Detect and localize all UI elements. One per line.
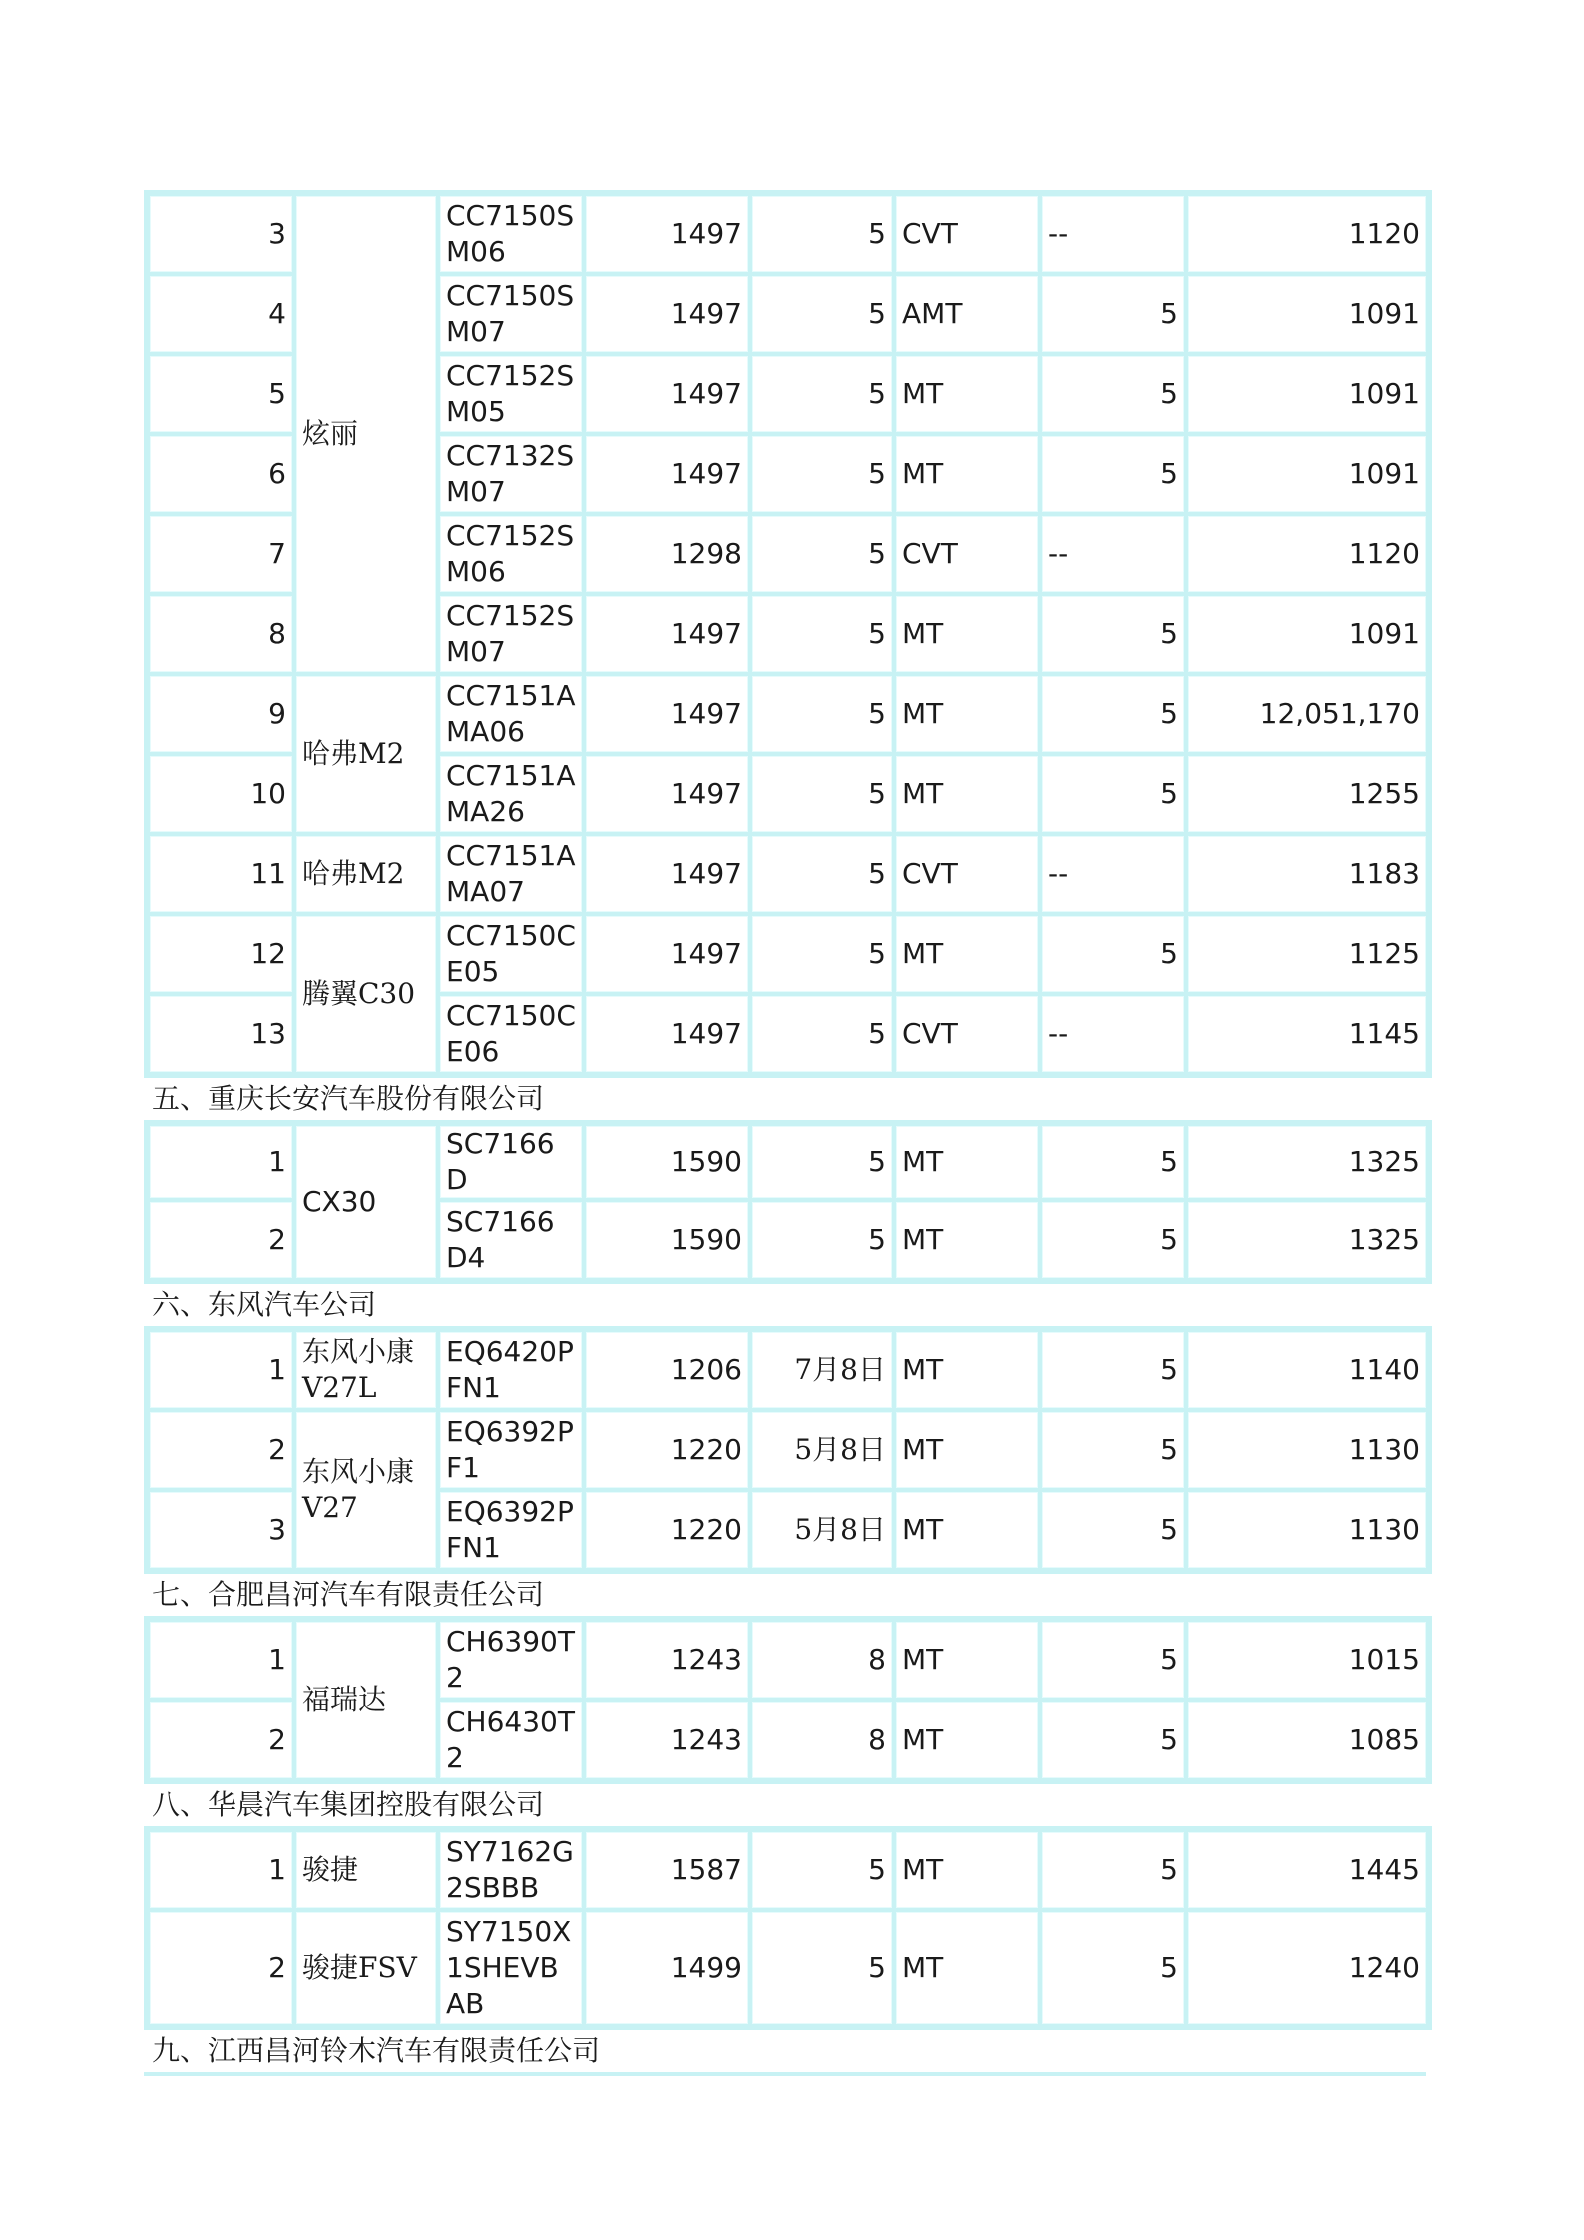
displacement-cell: 1220 (584, 1410, 750, 1490)
vehicle-table-section-7 (144, 1616, 1432, 1784)
brand-cell: 骏捷FSV (294, 1910, 438, 2026)
displacement-cell: 1298 (584, 514, 750, 594)
row-number: 1 (148, 1124, 294, 1200)
section-heading-6: 六、东风汽车公司 (152, 1288, 377, 1321)
model-cell: EQ6392PFN1 (438, 1490, 584, 1570)
displacement-cell: 1590 (584, 1124, 750, 1200)
row-number: 1 (148, 1830, 294, 1910)
model-cell: CH6430T2 (438, 1700, 584, 1780)
row-number: 4 (148, 274, 294, 354)
seats-cell: 5月8日 (750, 1410, 894, 1490)
transmission-cell: MT (894, 354, 1040, 434)
seats-cell: 5 (750, 994, 894, 1074)
gears-cell: 5 (1040, 1124, 1186, 1200)
gears-cell: -- (1040, 194, 1186, 274)
mass-cell: 1240 (1186, 1910, 1428, 2026)
row-number: 3 (148, 194, 294, 274)
mass-cell: 1015 (1186, 1620, 1428, 1700)
row-number: 9 (148, 674, 294, 754)
gears-cell: 5 (1040, 1620, 1186, 1700)
mass-cell: 1085 (1186, 1700, 1428, 1780)
model-cell: CC7151AMA07 (438, 834, 584, 914)
displacement-cell: 1497 (584, 754, 750, 834)
seats-cell: 5 (750, 434, 894, 514)
gears-cell: 5 (1040, 1490, 1186, 1570)
row-number: 2 (148, 1700, 294, 1780)
row-number: 11 (148, 834, 294, 914)
seats-cell: 5 (750, 274, 894, 354)
model-cell: CC7150CE05 (438, 914, 584, 994)
section-heading-7: 七、合肥昌河汽车有限责任公司 (152, 1578, 545, 1611)
seats-cell: 5 (750, 194, 894, 274)
seats-cell: 5 (750, 754, 894, 834)
gears-cell: -- (1040, 514, 1186, 594)
displacement-cell: 1497 (584, 914, 750, 994)
seats-cell: 5 (750, 1830, 894, 1910)
document-page (144, 190, 1426, 2080)
vehicle-table-section-6 (144, 1326, 1432, 1574)
vehicle-table-section-8 (144, 1826, 1432, 2030)
gears-cell: 5 (1040, 434, 1186, 514)
table-row (148, 674, 1428, 754)
transmission-cell: MT (894, 1330, 1040, 1410)
model-cell: EQ6392PF1 (438, 1410, 584, 1490)
model-cell: CC7151AMA26 (438, 754, 584, 834)
row-number: 2 (148, 1410, 294, 1490)
section-heading-5: 五、重庆长安汽车股份有限公司 (152, 1082, 545, 1115)
mass-cell: 1120 (1186, 194, 1428, 274)
model-cell: CC7152SM06 (438, 514, 584, 594)
brand-cell: 腾翼C30 (294, 914, 438, 1074)
model-cell: CC7152SM07 (438, 594, 584, 674)
mass-cell: 1145 (1186, 994, 1428, 1074)
mass-cell: 1325 (1186, 1200, 1428, 1280)
gears-cell: 5 (1040, 754, 1186, 834)
mass-cell: 1120 (1186, 514, 1428, 594)
vehicle-table-block-1 (144, 190, 1432, 1078)
gears-cell: 5 (1040, 1910, 1186, 2026)
transmission-cell: AMT (894, 274, 1040, 354)
displacement-cell: 1243 (584, 1700, 750, 1780)
gears-cell: -- (1040, 994, 1186, 1074)
displacement-cell: 1497 (584, 434, 750, 514)
gears-cell: 5 (1040, 274, 1186, 354)
gears-cell: 5 (1040, 594, 1186, 674)
displacement-cell: 1497 (584, 994, 750, 1074)
gears-cell: 5 (1040, 1330, 1186, 1410)
mass-cell: 1091 (1186, 434, 1428, 514)
model-cell: CC7150SM07 (438, 274, 584, 354)
gears-cell: 5 (1040, 1200, 1186, 1280)
row-number: 3 (148, 1490, 294, 1570)
displacement-cell: 1497 (584, 194, 750, 274)
brand-cell: CX30 (294, 1124, 438, 1280)
transmission-cell: MT (894, 1410, 1040, 1490)
gears-cell: 5 (1040, 1830, 1186, 1910)
model-cell: CC7152SM05 (438, 354, 584, 434)
brand-cell: 骏捷 (294, 1830, 438, 1910)
transmission-cell: MT (894, 1124, 1040, 1200)
displacement-cell: 1499 (584, 1910, 750, 2026)
table-row (148, 834, 1428, 914)
transmission-cell: MT (894, 914, 1040, 994)
row-number: 2 (148, 1910, 294, 2026)
brand-cell: 哈弗M2 (294, 834, 438, 914)
displacement-cell: 1220 (584, 1490, 750, 1570)
mass-cell: 1140 (1186, 1330, 1428, 1410)
displacement-cell: 1497 (584, 674, 750, 754)
gears-cell: 5 (1040, 914, 1186, 994)
table-row (148, 194, 1428, 274)
model-cell: CH6390T2 (438, 1620, 584, 1700)
transmission-cell: MT (894, 434, 1040, 514)
section-heading-8: 八、华晨汽车集团控股有限公司 (152, 1788, 545, 1821)
seats-cell: 5 (750, 514, 894, 594)
row-number: 5 (148, 354, 294, 434)
transmission-cell: MT (894, 1620, 1040, 1700)
table-row (148, 1124, 1428, 1200)
row-number: 1 (148, 1330, 294, 1410)
table-row (148, 914, 1428, 994)
seats-cell: 5 (750, 914, 894, 994)
table-row (148, 1620, 1428, 1700)
displacement-cell: 1587 (584, 1830, 750, 1910)
row-number: 12 (148, 914, 294, 994)
mass-cell: 1445 (1186, 1830, 1428, 1910)
gears-cell: 5 (1040, 1700, 1186, 1780)
row-number: 13 (148, 994, 294, 1074)
table-row (148, 1330, 1428, 1410)
mass-cell: 1255 (1186, 754, 1428, 834)
table-row (148, 1830, 1428, 1910)
transmission-cell: MT (894, 1700, 1040, 1780)
transmission-cell: MT (894, 674, 1040, 754)
model-cell: CC7150CE06 (438, 994, 584, 1074)
mass-cell: 1091 (1186, 354, 1428, 434)
seats-cell: 5 (750, 354, 894, 434)
seats-cell: 5 (750, 1200, 894, 1280)
transmission-cell: CVT (894, 194, 1040, 274)
brand-cell: 东风小康V27 (294, 1410, 438, 1570)
displacement-cell: 1206 (584, 1330, 750, 1410)
model-cell: SC7166D4 (438, 1200, 584, 1280)
seats-cell: 5 (750, 594, 894, 674)
transmission-cell: MT (894, 1490, 1040, 1570)
brand-cell: 炫丽 (294, 194, 438, 674)
transmission-cell: CVT (894, 994, 1040, 1074)
transmission-cell: MT (894, 594, 1040, 674)
seats-cell: 5 (750, 834, 894, 914)
row-number: 7 (148, 514, 294, 594)
seats-cell: 5 (750, 1124, 894, 1200)
seats-cell: 5月8日 (750, 1490, 894, 1570)
brand-cell: 哈弗M2 (294, 674, 438, 834)
mass-cell: 1125 (1186, 914, 1428, 994)
gears-cell: 5 (1040, 1410, 1186, 1490)
model-cell: SY7162G2SBBB (438, 1830, 584, 1910)
vehicle-table-section-5 (144, 1120, 1432, 1284)
model-cell: CC7132SM07 (438, 434, 584, 514)
model-cell: SY7150X1SHEVBAB (438, 1910, 584, 2026)
table-top-border (144, 2072, 1426, 2080)
seats-cell: 8 (750, 1620, 894, 1700)
displacement-cell: 1497 (584, 834, 750, 914)
model-cell: CC7151AMA06 (438, 674, 584, 754)
model-cell: CC7150SM06 (438, 194, 584, 274)
seats-cell: 5 (750, 674, 894, 754)
transmission-cell: CVT (894, 834, 1040, 914)
transmission-cell: MT (894, 1910, 1040, 2026)
gears-cell: -- (1040, 834, 1186, 914)
model-cell: SC7166D (438, 1124, 584, 1200)
row-number: 8 (148, 594, 294, 674)
mass-cell: 1325 (1186, 1124, 1428, 1200)
gears-cell: 5 (1040, 354, 1186, 434)
transmission-cell: MT (894, 1830, 1040, 1910)
table-row (148, 1910, 1428, 2026)
section-heading-9: 九、江西昌河铃木汽车有限责任公司 (152, 2034, 601, 2067)
row-number: 10 (148, 754, 294, 834)
transmission-cell: MT (894, 754, 1040, 834)
mass-cell: 1091 (1186, 274, 1428, 354)
seats-cell: 7月8日 (750, 1330, 894, 1410)
brand-cell: 福瑞达 (294, 1620, 438, 1780)
displacement-cell: 1497 (584, 594, 750, 674)
mass-cell: 1130 (1186, 1410, 1428, 1490)
transmission-cell: CVT (894, 514, 1040, 594)
row-number: 2 (148, 1200, 294, 1280)
mass-cell: 1183 (1186, 834, 1428, 914)
row-number: 1 (148, 1620, 294, 1700)
displacement-cell: 1497 (584, 354, 750, 434)
model-cell: EQ6420PFN1 (438, 1330, 584, 1410)
gears-cell: 5 (1040, 674, 1186, 754)
displacement-cell: 1497 (584, 274, 750, 354)
mass-cell: 12,051,170 (1186, 674, 1428, 754)
transmission-cell: MT (894, 1200, 1040, 1280)
displacement-cell: 1243 (584, 1620, 750, 1700)
table-row (148, 1410, 1428, 1490)
displacement-cell: 1590 (584, 1200, 750, 1280)
mass-cell: 1130 (1186, 1490, 1428, 1570)
brand-cell: 东风小康V27L (294, 1330, 438, 1410)
mass-cell: 1091 (1186, 594, 1428, 674)
seats-cell: 5 (750, 1910, 894, 2026)
seats-cell: 8 (750, 1700, 894, 1780)
row-number: 6 (148, 434, 294, 514)
